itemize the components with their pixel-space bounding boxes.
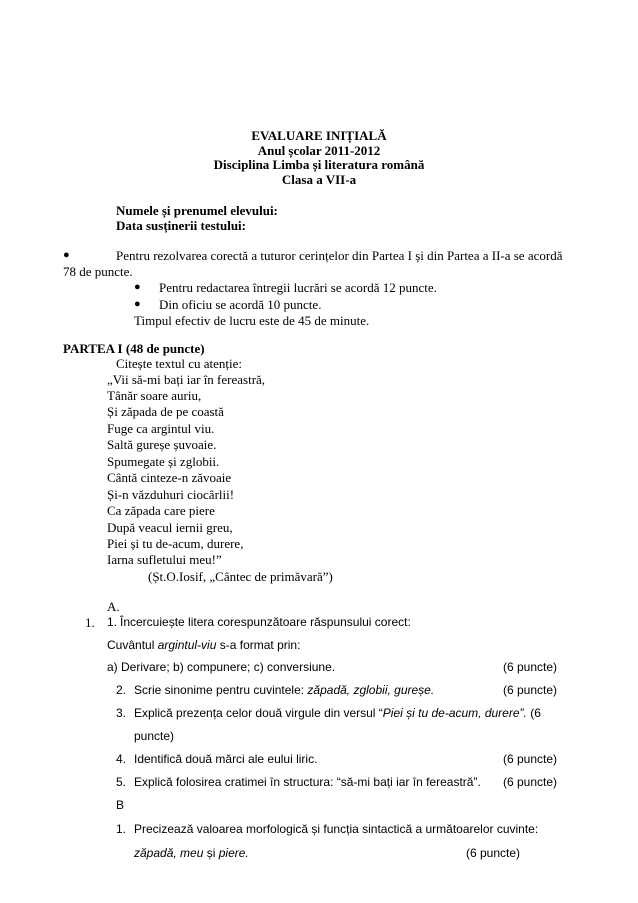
question-5-text: Explică folosirea cratimei în structura: “să-mi bați iar în fereastră”. bbox=[134, 775, 481, 789]
question-1-line-2 bbox=[107, 638, 300, 653]
school-year: Anul școlar 2011-2012 bbox=[257, 143, 381, 158]
instruction-line-2: Pentru redactarea întregii lucrări se acordă 12 puncte. bbox=[159, 280, 437, 295]
question-sub-number: 1. bbox=[107, 615, 118, 629]
question-number: 4. bbox=[116, 752, 127, 766]
instruction-line-3: Din oficiu se acordă 10 puncte. bbox=[159, 297, 322, 312]
poem-line: Spumegate și zglobii. bbox=[107, 454, 220, 469]
question-1-text: Încercuiește litera corespunzătoare răspunsului corect: bbox=[120, 615, 411, 629]
class-line: Clasa a VII-a bbox=[281, 172, 357, 187]
question-3-text bbox=[134, 706, 541, 721]
section-a-label: A. bbox=[107, 599, 120, 614]
poem-line: Tânăr soare auriu, bbox=[107, 388, 202, 403]
bullet-icon: ● bbox=[134, 281, 141, 293]
question-3-label: Explică prezența celor două virgule din versul “ bbox=[134, 706, 383, 720]
poem-line: Și-n văzduhuri ciocârlii! bbox=[107, 487, 235, 502]
poem-line: Piei și tu de-acum, durere, bbox=[107, 536, 244, 551]
question-b1-words bbox=[134, 846, 249, 861]
subject-line: Disciplina Limba și literatura română bbox=[213, 157, 425, 172]
poem-line: Cântă cinteze-n zăvoaie bbox=[107, 470, 232, 485]
question-2-text bbox=[134, 683, 434, 698]
student-name-label: Numele și prenumel elevului: bbox=[116, 203, 278, 218]
document-title: EVALUARE INIȚIALĂ bbox=[251, 128, 387, 143]
bullet-icon: ● bbox=[63, 249, 70, 261]
instruction-line-1-cont: 78 de puncte. bbox=[63, 264, 133, 279]
question-b1-words-b: și bbox=[203, 846, 219, 860]
poem-line: Fuge ca argintul viu. bbox=[107, 421, 215, 436]
question-b1-text: Precizează valoarea morfologică și funcția sintactică a următoarelor cuvinte: bbox=[134, 822, 539, 836]
section-b-label: B bbox=[116, 798, 125, 812]
question-b1-points: (6 puncte) bbox=[466, 846, 521, 860]
question-1-options: a) Derivare; b) compunere; c) conversiune. bbox=[107, 660, 336, 674]
question-4-points: (6 puncte) bbox=[503, 752, 558, 766]
question-1-points: (6 puncte) bbox=[503, 660, 558, 674]
bullet-icon: ● bbox=[134, 298, 141, 310]
question-3-points-a: (6 bbox=[526, 706, 541, 720]
read-instruction: Citește textul cu atenție: bbox=[116, 356, 242, 371]
part1-title: PARTEA I (48 de puncte) bbox=[63, 341, 205, 356]
question-1-line-2-c: s-a format prin: bbox=[216, 638, 301, 652]
question-number: 1. bbox=[85, 615, 95, 630]
question-3-points-b: puncte) bbox=[134, 729, 175, 743]
word-argintul-viu: argintul-viu bbox=[157, 638, 217, 652]
question-4-text: Identifică două mărci ale eului liric. bbox=[134, 752, 318, 766]
question-number: 3. bbox=[116, 706, 127, 720]
poem-line: Ca zăpada care piere bbox=[107, 503, 215, 518]
question-3-verse: Piei și tu de-acum, durere”. bbox=[382, 706, 527, 720]
poem-line: „Vii să-mi bați iar în fereastră, bbox=[107, 372, 266, 387]
question-number: 5. bbox=[116, 775, 127, 789]
question-number: 1. bbox=[116, 822, 127, 836]
poem-source: (Șt.O.Iosif, „Cântec de primăvară”) bbox=[148, 569, 333, 584]
question-1-line-2-a: Cuvântul bbox=[107, 638, 158, 652]
question-2-label: Scrie sinonime pentru cuvintele: bbox=[134, 683, 308, 697]
test-date-label: Data susținerii testului: bbox=[116, 218, 246, 233]
question-5-points: (6 puncte) bbox=[503, 775, 558, 789]
question-b1-words-c: piere. bbox=[218, 846, 249, 860]
poem-line: După veacul iernii greu, bbox=[107, 520, 233, 535]
poem-line: Și zăpada de pe coastă bbox=[107, 404, 224, 419]
poem-line: Saltă gureșe șuvoaie. bbox=[107, 437, 217, 452]
question-2-words: zăpadă, zglobii, gureșe. bbox=[307, 683, 435, 697]
question-b1-words-a: zăpadă, meu bbox=[134, 846, 204, 860]
instruction-line-4: Timpul efectiv de lucru este de 45 de minute. bbox=[134, 313, 370, 328]
instruction-line-1: Pentru rezolvarea corectă a tuturor cerințelor din Partea I și din Partea a II-a se acordă bbox=[116, 248, 563, 263]
poem-line: Iarna sufletului meu!” bbox=[107, 552, 222, 567]
question-2-points: (6 puncte) bbox=[503, 683, 558, 697]
question-number: 2. bbox=[116, 683, 127, 697]
